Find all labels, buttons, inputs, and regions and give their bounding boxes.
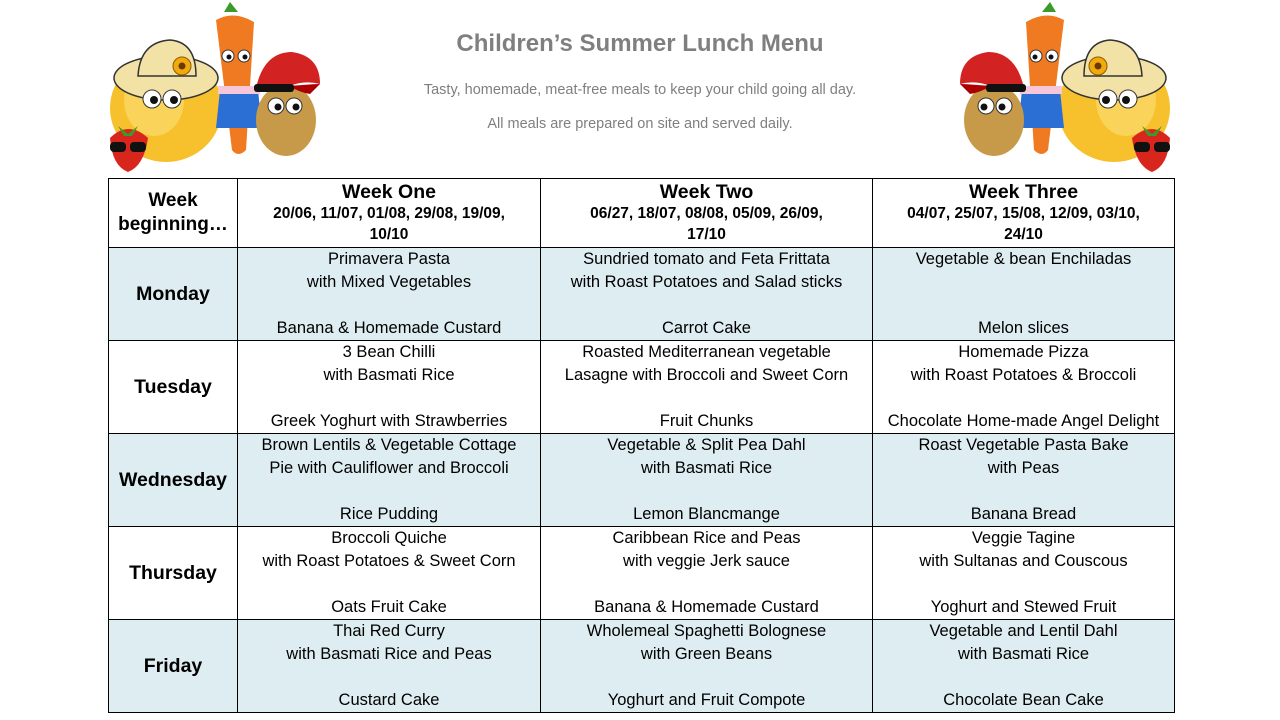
main-course-side: with Roast Potatoes and Salad sticks bbox=[570, 273, 843, 291]
week-dates: 17/10 bbox=[687, 226, 726, 243]
day-label: Tuesday bbox=[109, 341, 238, 434]
meal-cell bbox=[238, 341, 541, 434]
main-course-side: Pie with Cauliflower and Broccoli bbox=[269, 459, 509, 477]
main-course-side: with Roast Potatoes & Sweet Corn bbox=[262, 552, 516, 570]
main-course-side: with Green Beans bbox=[640, 645, 773, 663]
week-dates: 24/10 bbox=[1004, 226, 1043, 243]
meal-cell bbox=[541, 341, 873, 434]
meal-cell bbox=[541, 248, 873, 341]
main-course: Sundried tomato and Feta Frittata bbox=[583, 250, 830, 268]
meal-cell bbox=[873, 341, 1175, 434]
meal-cell bbox=[873, 527, 1175, 620]
meal-cell bbox=[873, 248, 1175, 341]
dessert: Oats Fruit Cake bbox=[331, 598, 447, 616]
table-row bbox=[109, 434, 1175, 527]
table-row bbox=[109, 248, 1175, 341]
page-note: All meals are prepared on site and served daily. bbox=[487, 116, 793, 132]
meal-cell bbox=[238, 620, 541, 713]
meal-cell bbox=[541, 434, 873, 527]
main-course: Vegetable and Lentil Dahl bbox=[929, 622, 1118, 640]
day-label: Monday bbox=[109, 248, 238, 341]
dessert: Greek Yoghurt with Strawberries bbox=[270, 412, 508, 430]
dessert: Rice Pudding bbox=[339, 505, 439, 523]
page-title: Children’s Summer Lunch Menu bbox=[456, 30, 824, 57]
main-course: 3 Bean Chilli bbox=[342, 343, 436, 361]
page-header bbox=[0, 0, 1280, 175]
spacer bbox=[873, 666, 1174, 689]
main-course-side: with Basmati Rice and Peas bbox=[286, 645, 492, 663]
dessert: Carrot Cake bbox=[662, 319, 751, 337]
table-row bbox=[109, 341, 1175, 434]
day-label: Friday bbox=[109, 620, 238, 713]
spacer bbox=[873, 387, 1174, 410]
main-course: Roast Vegetable Pasta Bake bbox=[918, 436, 1129, 454]
week-dates: 06/27, 18/07, 08/08, 05/09, 26/09, bbox=[590, 205, 823, 222]
table-row bbox=[109, 620, 1175, 713]
corner-header bbox=[109, 179, 238, 248]
main-course-side: with Basmati Rice bbox=[323, 366, 455, 384]
dessert: Melon slices bbox=[978, 319, 1069, 337]
page-subtitle: Tasty, homemade, meat-free meals to keep your child going all day. bbox=[423, 82, 857, 98]
main-course-side: with Sultanas and Couscous bbox=[919, 552, 1128, 570]
main-course: Vegetable & bean Enchiladas bbox=[915, 250, 1132, 268]
main-course: Veggie Tagine bbox=[971, 529, 1076, 547]
spacer bbox=[238, 480, 540, 503]
dessert: Chocolate Bean Cake bbox=[943, 691, 1104, 709]
corner-header-line1: Week bbox=[148, 190, 198, 211]
week-title: Week One bbox=[342, 181, 436, 203]
meal-cell bbox=[238, 248, 541, 341]
main-course-side: Lasagne with Broccoli and Sweet Corn bbox=[564, 366, 849, 384]
week-header bbox=[873, 179, 1175, 248]
table-header-row bbox=[109, 179, 1175, 248]
main-course-side: with Basmati Rice bbox=[640, 459, 773, 477]
spacer bbox=[873, 294, 1174, 317]
spacer bbox=[541, 387, 872, 410]
main-course: Caribbean Rice and Peas bbox=[612, 529, 801, 547]
week-header bbox=[541, 179, 873, 248]
spacer bbox=[873, 573, 1174, 596]
meal-cell bbox=[238, 434, 541, 527]
main-course: Brown Lentils & Vegetable Cottage bbox=[261, 436, 517, 454]
meal-cell bbox=[873, 620, 1175, 713]
main-course-side: with Basmati Rice bbox=[957, 645, 1090, 663]
main-course: Roasted Mediterranean vegetable bbox=[582, 343, 831, 361]
main-course-side: with veggie Jerk sauce bbox=[623, 552, 790, 570]
main-course-side: with Roast Potatoes & Broccoli bbox=[910, 366, 1137, 384]
dessert: Lemon Blancmange bbox=[633, 505, 780, 523]
main-course: Broccoli Quiche bbox=[331, 529, 447, 547]
dessert: Chocolate Home-made Angel Delight bbox=[887, 412, 1160, 430]
dessert: Custard Cake bbox=[338, 691, 440, 709]
week-title: Week Three bbox=[968, 181, 1079, 203]
spacer bbox=[238, 666, 540, 689]
dessert: Yoghurt and Stewed Fruit bbox=[930, 598, 1117, 616]
spacer bbox=[238, 387, 540, 410]
dessert: Banana Bread bbox=[970, 505, 1077, 523]
dessert: Yoghurt and Fruit Compote bbox=[607, 691, 806, 709]
day-label: Wednesday bbox=[109, 434, 238, 527]
corner-header-line2: beginning… bbox=[118, 214, 228, 235]
meal-cell bbox=[238, 527, 541, 620]
main-course: Thai Red Curry bbox=[333, 622, 445, 640]
dessert: Fruit Chunks bbox=[659, 412, 754, 430]
dessert: Banana & Homemade Custard bbox=[594, 598, 819, 616]
main-course: Vegetable & Split Pea Dahl bbox=[607, 436, 806, 454]
spacer bbox=[873, 480, 1174, 503]
dessert: Banana & Homemade Custard bbox=[276, 319, 502, 337]
week-header bbox=[238, 179, 541, 248]
week-dates: 10/10 bbox=[369, 226, 409, 243]
spacer bbox=[541, 666, 872, 689]
week-title: Week Two bbox=[659, 181, 754, 203]
main-course: Homemade Pizza bbox=[958, 343, 1089, 361]
meal-cell bbox=[541, 527, 873, 620]
spacer bbox=[541, 573, 872, 596]
main-course-side: with Mixed Vegetables bbox=[306, 273, 472, 291]
lunch-menu-table bbox=[108, 178, 1175, 713]
spacer bbox=[541, 480, 872, 503]
table-row bbox=[109, 527, 1175, 620]
main-course: Wholemeal Spaghetti Bolognese bbox=[586, 622, 827, 640]
spacer bbox=[238, 294, 540, 317]
main-course-side bbox=[873, 271, 1174, 294]
meal-cell bbox=[541, 620, 873, 713]
meal-cell bbox=[873, 434, 1175, 527]
spacer bbox=[238, 573, 540, 596]
main-course-side: with Peas bbox=[987, 459, 1060, 477]
main-course: Primavera Pasta bbox=[328, 250, 450, 268]
day-label: Thursday bbox=[109, 527, 238, 620]
week-dates: 20/06, 11/07, 01/08, 29/08, 19/09, bbox=[273, 205, 505, 222]
spacer bbox=[541, 294, 872, 317]
week-dates: 04/07, 25/07, 15/08, 12/09, 03/10, bbox=[907, 205, 1140, 222]
